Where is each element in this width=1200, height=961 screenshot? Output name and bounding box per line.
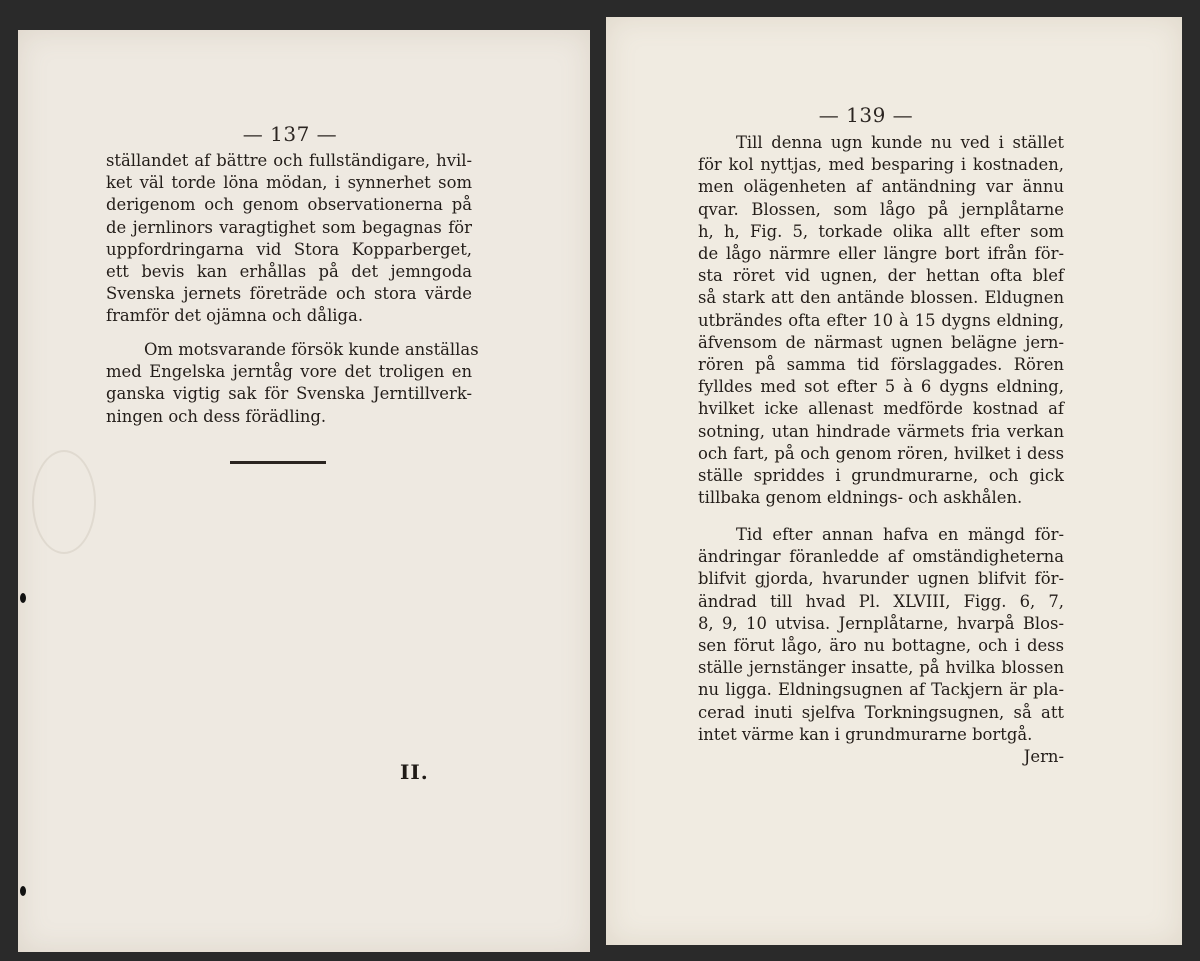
text-line: fylldes med sot efter 5 à 6 dygns eldning, bbox=[698, 377, 1064, 397]
text-line: ett bevis kan erhållas på det jemngoda bbox=[106, 262, 472, 282]
text-line: men olägenheten af antändning var ännu bbox=[698, 177, 1064, 197]
text-line: och fart, på och genom rören, hvilket i dess bbox=[698, 443, 1064, 463]
text-line: cerad inuti sjelfva Torkningsugnen, så att bbox=[698, 702, 1064, 722]
text-line: ändringar föranledde af omständigheterna bbox=[698, 547, 1064, 567]
chapter-heading: II. bbox=[400, 760, 429, 784]
left-paragraph-2 bbox=[106, 339, 479, 428]
text-line: sotning, utan hindrade värmets fria verkan bbox=[698, 421, 1064, 441]
page-number-right: — 139 — bbox=[818, 103, 914, 127]
text-line: derigenom och genom observationerna på bbox=[106, 195, 472, 215]
text-line: uppfordringarna vid Stora Kopparberget, bbox=[106, 239, 472, 259]
text-line: rören på samma tid förslaggades. Rören bbox=[698, 355, 1064, 375]
text-line: intet värme kan i grundmurarne bortgå. bbox=[698, 724, 1033, 744]
text-line: nu ligga. Eldningsugnen af Tackjern är pla- bbox=[698, 680, 1064, 700]
binding-mark bbox=[20, 886, 26, 896]
text-line: med Engelska jerntåg vore det troligen en bbox=[106, 362, 472, 382]
text-line: äfvensom de närmast ugnen belägne jern- bbox=[698, 332, 1064, 352]
right-paragraph-1 bbox=[698, 132, 1064, 509]
text-line: så stark att den antände blossen. Eldugnen bbox=[698, 288, 1064, 308]
text-line: de jernlinors varagtighet som begagnas för bbox=[106, 217, 472, 237]
text-line: utbrändes ofta efter 10 à 15 dygns eldning, bbox=[698, 310, 1064, 330]
text-line: h, h, Fig. 5, torkade olika allt efter som bbox=[698, 221, 1064, 241]
stamp-bleed bbox=[32, 450, 96, 554]
text-line: tillbaka genom eldnings- och askhålen. bbox=[698, 488, 1023, 508]
catchword: Jern- bbox=[1023, 747, 1064, 767]
text-line: ställe spriddes i grundmurarne, och gick bbox=[698, 466, 1064, 486]
text-line: qvar. Blossen, som lågo på jernplåtarne bbox=[698, 199, 1064, 219]
text-line: blifvit gjorda, hvarunder ugnen blifvit för- bbox=[698, 569, 1064, 589]
text-line: Tid efter annan hafva en mängd för- bbox=[736, 525, 1064, 544]
text-line: sta röret vid ugnen, der hettan ofta blef bbox=[698, 266, 1064, 286]
right-page bbox=[606, 17, 1182, 945]
text-line: Till denna ugn kunde nu ved i stället bbox=[736, 133, 1064, 152]
text-line: ningen och dess förädling. bbox=[106, 406, 327, 426]
text-line: hvilket icke allenast medförde kostnad af bbox=[698, 399, 1064, 419]
text-line: framför det ojämna och dåliga. bbox=[106, 306, 364, 326]
text-line: Om motsvarande försök kunde anställas bbox=[144, 340, 479, 359]
section-divider bbox=[230, 461, 326, 464]
text-line: ställe jernstänger insatte, på hvilka blossen bbox=[698, 658, 1064, 678]
text-line: ket väl torde löna mödan, i synnerhet som bbox=[106, 173, 472, 193]
text-line: sen förut lågo, äro nu bottagne, och i dess bbox=[698, 636, 1064, 656]
page-number-left: — 137 — bbox=[242, 122, 338, 146]
left-paragraph-1 bbox=[106, 150, 472, 328]
left-page bbox=[18, 30, 590, 952]
text-line: de lågo närmre eller längre bort ifrån för- bbox=[698, 244, 1064, 264]
text-line: ganska vigtig sak för Svenska Jerntillverk- bbox=[106, 384, 472, 404]
text-line: ställandet af bättre och fullständigare, hvil- bbox=[106, 151, 472, 170]
text-line: Svenska jernets företräde och stora värde bbox=[106, 284, 472, 304]
text-line: för kol nyttjas, med besparing i kostnaden, bbox=[698, 155, 1064, 175]
text-line: 8, 9, 10 utvisa. Jernplåtarne, hvarpå Blos- bbox=[698, 613, 1064, 633]
binding-mark bbox=[20, 593, 26, 603]
right-paragraph-2 bbox=[698, 524, 1064, 768]
text-line: ändrad till hvad Pl. XLVIII, Figg. 6, 7, bbox=[698, 591, 1064, 611]
